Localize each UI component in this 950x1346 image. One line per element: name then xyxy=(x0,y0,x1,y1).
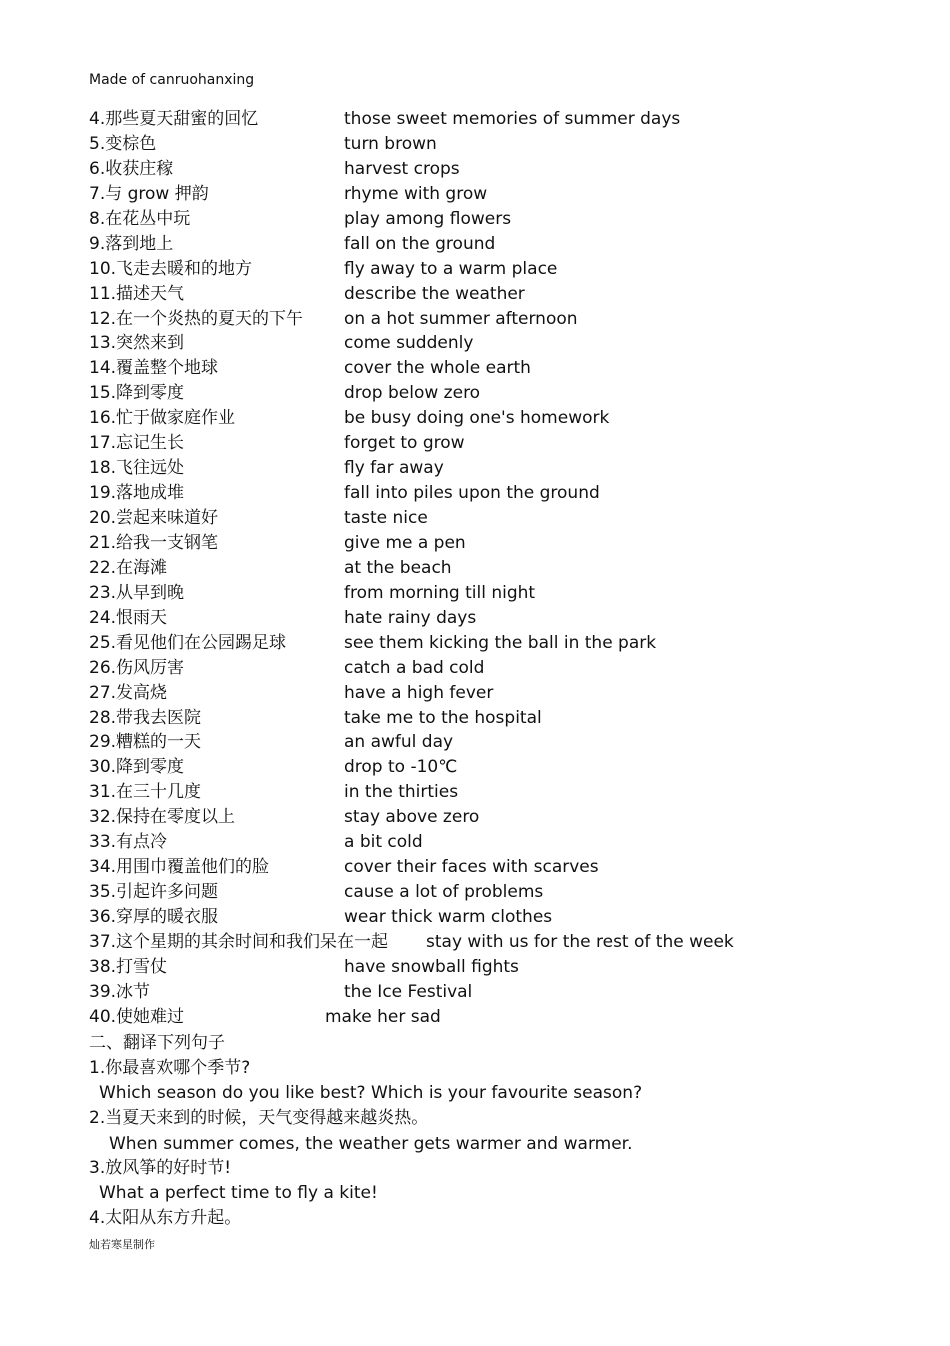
phrase-row xyxy=(89,357,929,382)
phrase-en: have a high fever xyxy=(344,682,494,703)
phrase-en: fall into piles upon the ground xyxy=(344,483,600,504)
phrase-zh: 20.尝起来味道好 xyxy=(89,508,219,528)
phrase-zh: 7.与 grow 押韵 xyxy=(89,183,209,204)
phrase-row xyxy=(89,407,929,432)
phrase-row xyxy=(89,308,929,333)
phrase-zh: 10.飞走去暖和的地方 xyxy=(89,258,253,279)
phrase-en: fly far away xyxy=(344,458,444,479)
phrase-zh: 26.伤风厉害 xyxy=(89,657,185,678)
phrase-zh: 21.给我一支钢笔 xyxy=(89,532,219,553)
phrase-row xyxy=(89,432,929,457)
phrase-en: a bit cold xyxy=(344,832,423,853)
phrase-row xyxy=(89,607,929,632)
phrase-row xyxy=(89,731,929,756)
phrase-zh: 31.在三十几度 xyxy=(89,782,202,803)
phrase-en: catch a bad cold xyxy=(344,657,485,678)
phrase-row xyxy=(89,756,929,781)
phrase-row xyxy=(89,482,929,507)
phrase-zh: 36.穿厚的暖衣服 xyxy=(89,907,219,927)
phrase-en: hate rainy days xyxy=(344,607,477,628)
phrase-row xyxy=(89,108,929,133)
page-header: Made of canruohanxing xyxy=(89,72,255,88)
sentence-zh: 2.当夏天来到的时候，天气变得越来越炎热。 xyxy=(89,1108,429,1128)
phrase-row xyxy=(89,632,929,657)
phrase-en: see them kicking the ball in the park xyxy=(344,632,657,653)
section-title: 二、翻译下列句子 xyxy=(89,1033,225,1053)
phrase-row xyxy=(89,283,929,308)
phrase-zh: 4.那些夏天甜蜜的回忆 xyxy=(89,109,259,129)
phrase-zh: 12.在一个炎热的夏天的下午 xyxy=(89,308,304,329)
phrase-zh: 37.这个星期的其余时间和我们呆在一起 xyxy=(89,931,389,952)
phrase-en: wear thick warm clothes xyxy=(344,907,553,927)
phrase-row xyxy=(89,981,929,1006)
phrase-en: describe the weather xyxy=(344,283,525,304)
phrase-zh: 38.打雪仗 xyxy=(89,956,168,977)
phrase-en: at the beach xyxy=(344,557,452,578)
phrase-en: stay above zero xyxy=(344,807,480,828)
phrase-zh: 15.降到零度 xyxy=(89,383,185,404)
phrase-zh: 39.冰节 xyxy=(89,981,151,1002)
phrase-zh: 13.突然来到 xyxy=(89,333,185,354)
phrase-zh: 24.恨雨天 xyxy=(89,607,168,628)
phrase-row xyxy=(89,233,929,258)
phrase-zh: 30.降到零度 xyxy=(89,757,185,778)
phrase-row xyxy=(89,208,929,233)
phrase-zh: 19.落地成堆 xyxy=(89,483,185,504)
phrase-row xyxy=(89,557,929,582)
phrase-zh: 16.忙于做家庭作业 xyxy=(89,408,236,429)
phrase-row xyxy=(89,1006,929,1031)
phrase-row xyxy=(89,382,929,407)
phrase-row xyxy=(89,956,929,981)
phrase-row xyxy=(89,781,929,806)
phrase-row xyxy=(89,806,929,831)
phrase-en: from morning till night xyxy=(344,582,536,603)
phrase-list xyxy=(89,108,929,1031)
phrase-en: cover the whole earth xyxy=(344,358,531,379)
phrase-zh: 6.收获庄稼 xyxy=(89,158,174,179)
phrase-en: give me a pen xyxy=(344,532,466,553)
phrase-en: make her sad xyxy=(325,1006,441,1027)
phrase-en: on a hot summer afternoon xyxy=(344,308,578,329)
phrase-zh: 25.看见他们在公园踢足球 xyxy=(89,632,287,653)
sentence-zh: 1.你最喜欢哪个季节? xyxy=(89,1058,251,1078)
phrase-row xyxy=(89,657,929,682)
phrase-row xyxy=(89,682,929,707)
phrase-row xyxy=(89,532,929,557)
phrase-row xyxy=(89,183,929,208)
phrase-row xyxy=(89,906,929,931)
sentence-en: When summer comes, the weather gets warmer and warmer. xyxy=(109,1134,633,1154)
phrase-zh: 18.飞往远处 xyxy=(89,458,185,479)
phrase-en: forget to grow xyxy=(344,433,465,454)
phrase-zh: 28.带我去医院 xyxy=(89,707,202,728)
phrase-row xyxy=(89,158,929,183)
sentence-zh: 4.太阳从东方升起。 xyxy=(89,1208,242,1228)
phrase-zh: 27.发高烧 xyxy=(89,682,168,703)
phrase-en: rhyme with grow xyxy=(344,183,488,204)
phrase-en: fall on the ground xyxy=(344,233,496,254)
page-footer: 灿若寒星制作 xyxy=(89,1238,155,1251)
phrase-row xyxy=(89,133,929,158)
phrase-row xyxy=(89,582,929,607)
phrase-en: play among flowers xyxy=(344,208,512,229)
phrase-row xyxy=(89,856,929,881)
phrase-zh: 22.在海滩 xyxy=(89,557,168,578)
phrase-zh: 17.忘记生长 xyxy=(89,433,185,454)
phrase-zh: 33.有点冷 xyxy=(89,832,168,853)
phrase-en: in the thirties xyxy=(344,782,459,803)
phrase-row xyxy=(89,831,929,856)
phrase-en: drop to -10℃ xyxy=(344,757,458,778)
phrase-row xyxy=(89,707,929,732)
phrase-en: turn brown xyxy=(344,133,437,154)
phrase-zh: 8.在花丛中玩 xyxy=(89,208,191,229)
phrase-zh: 14.覆盖整个地球 xyxy=(89,358,219,379)
phrase-en: harvest crops xyxy=(344,158,460,179)
phrase-en: stay with us for the rest of the week xyxy=(426,931,734,952)
phrase-zh: 32.保持在零度以上 xyxy=(89,807,236,828)
phrase-row xyxy=(89,931,929,956)
phrase-en: an awful day xyxy=(344,732,454,753)
sentence-en: Which season do you like best? Which is your favourite season? xyxy=(99,1083,643,1103)
phrase-zh: 9.落到地上 xyxy=(89,233,174,254)
phrase-row xyxy=(89,332,929,357)
sentence-en: What a perfect time to fly a kite! xyxy=(99,1183,378,1203)
phrase-zh: 23.从早到晚 xyxy=(89,582,185,603)
phrase-en: drop below zero xyxy=(344,383,481,404)
phrase-row xyxy=(89,457,929,482)
phrase-zh: 29.糟糕的一天 xyxy=(89,732,202,753)
phrase-zh: 11.描述天气 xyxy=(89,283,185,304)
phrase-en: have snowball fights xyxy=(344,956,519,977)
phrase-en: taste nice xyxy=(344,508,428,528)
phrase-en: those sweet memories of summer days xyxy=(344,109,681,129)
phrase-zh: 34.用围巾覆盖他们的脸 xyxy=(89,857,270,878)
phrase-zh: 40.使她难过 xyxy=(89,1006,185,1027)
phrase-row xyxy=(89,881,929,906)
phrase-row xyxy=(89,258,929,283)
phrase-en: fly away to a warm place xyxy=(344,258,558,279)
phrase-zh: 35.引起许多问题 xyxy=(89,882,219,903)
phrase-en: cause a lot of problems xyxy=(344,882,544,903)
sentence-zh: 3.放风筝的好时节! xyxy=(89,1158,232,1178)
phrase-row xyxy=(89,507,929,532)
phrase-en: cover their faces with scarves xyxy=(344,857,599,878)
phrase-en: take me to the hospital xyxy=(344,707,542,728)
phrase-en: come suddenly xyxy=(344,333,474,354)
phrase-en: the Ice Festival xyxy=(344,981,473,1002)
phrase-zh: 5.变棕色 xyxy=(89,133,157,154)
phrase-en: be busy doing one's homework xyxy=(344,408,610,429)
